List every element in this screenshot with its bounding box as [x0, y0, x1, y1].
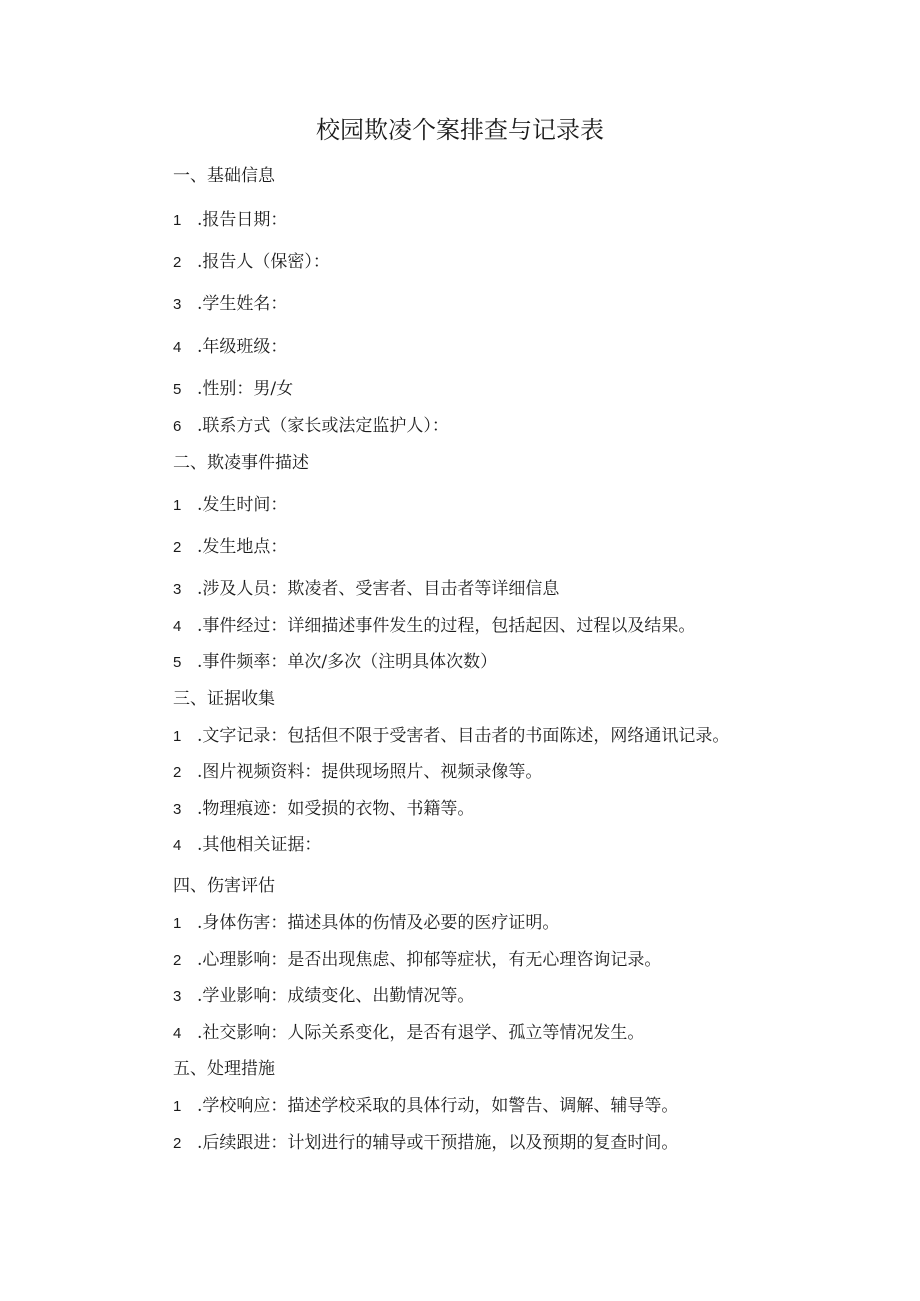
list-item — [173, 250, 330, 275]
item-number: 3 — [173, 801, 182, 818]
item-text: .事件频率：单次/多次（注明具体次数） — [197, 652, 498, 672]
item-number: 3 — [173, 581, 182, 598]
item-text: .学生姓名： — [197, 294, 288, 314]
section-heading-handling-measures: 五、处理措施 — [173, 1059, 275, 1079]
item-text: .报告人（保密）： — [197, 252, 330, 272]
list-item — [173, 797, 474, 822]
item-text: .联系方式（家长或法定监护人）： — [197, 416, 449, 436]
item-number: 1 — [173, 915, 182, 932]
list-item — [173, 1131, 678, 1156]
item-text: .性别：男/女 — [197, 379, 294, 399]
list-item — [173, 948, 661, 973]
item-number: 3 — [173, 988, 182, 1005]
item-text: .心理影响：是否出现焦虑、抑郁等症状，有无心理咨询记录。 — [197, 950, 662, 970]
item-number: 5 — [173, 381, 182, 398]
list-item — [173, 414, 449, 439]
list-item — [173, 614, 695, 639]
list-item — [173, 911, 559, 936]
item-number: 4 — [173, 618, 182, 635]
item-text: .文字记录：包括但不限于受害者、目击者的书面陈述，网络通讯记录。 — [197, 726, 730, 746]
item-number: 1 — [173, 497, 182, 514]
item-text: .涉及人员：欺凌者、受害者、目击者等详细信息 — [197, 579, 560, 599]
item-text: .物理痕迹：如受损的衣物、书籍等。 — [197, 799, 475, 819]
page-title: 校园欺凌个案排查与记录表 — [316, 116, 604, 144]
item-text: .发生地点： — [197, 537, 288, 557]
item-number: 4 — [173, 837, 182, 854]
item-text: .图片视频资料：提供现场照片、视频录像等。 — [197, 762, 543, 782]
list-item — [173, 1094, 678, 1119]
item-number: 3 — [173, 296, 182, 313]
item-number: 2 — [173, 539, 182, 556]
item-text: .社交影响：人际关系变化，是否有退学、孤立等情况发生。 — [197, 1023, 645, 1043]
item-text: .后续跟进：计划进行的辅导或干预措施，以及预期的复查时间。 — [197, 1133, 679, 1153]
section-heading-basic-info: 一、基础信息 — [173, 166, 275, 186]
item-text: .事件经过：详细描述事件发生的过程，包括起因、过程以及结果。 — [197, 616, 696, 636]
list-item — [173, 577, 559, 602]
item-number: 4 — [173, 1025, 182, 1042]
item-number: 6 — [173, 418, 182, 435]
list-item — [173, 1021, 644, 1046]
list-item — [173, 493, 287, 518]
item-text: .其他相关证据： — [197, 835, 322, 855]
item-text: .报告日期： — [197, 210, 288, 230]
item-number: 2 — [173, 764, 182, 781]
list-item — [173, 724, 729, 749]
item-text: .学校响应：描述学校采取的具体行动，如警告、调解、辅导等。 — [197, 1096, 679, 1116]
item-number: 1 — [173, 1098, 182, 1115]
item-number: 4 — [173, 339, 182, 356]
section-heading-evidence: 三、证据收集 — [173, 689, 275, 709]
item-number: 5 — [173, 654, 182, 671]
item-text: .学业影响：成绩变化、出勤情况等。 — [197, 986, 475, 1006]
list-item — [173, 292, 287, 317]
list-item — [173, 208, 287, 233]
item-text: .身体伤害：描述具体的伤情及必要的医疗证明。 — [197, 913, 560, 933]
list-item — [173, 535, 287, 560]
item-text: .年级班级： — [197, 337, 288, 357]
item-number: 2 — [173, 952, 182, 969]
item-number: 1 — [173, 212, 182, 229]
item-number: 1 — [173, 728, 182, 745]
section-heading-harm-assessment: 四、伤害评估 — [173, 876, 275, 896]
list-item — [173, 760, 542, 785]
item-number: 2 — [173, 254, 182, 271]
list-item — [173, 650, 497, 675]
item-number: 2 — [173, 1135, 182, 1152]
list-item — [173, 833, 321, 858]
list-item — [173, 377, 293, 402]
list-item — [173, 335, 287, 360]
section-heading-incident-description: 二、欺凌事件描述 — [173, 453, 309, 473]
list-item — [173, 984, 474, 1009]
item-text: .发生时间： — [197, 495, 288, 515]
